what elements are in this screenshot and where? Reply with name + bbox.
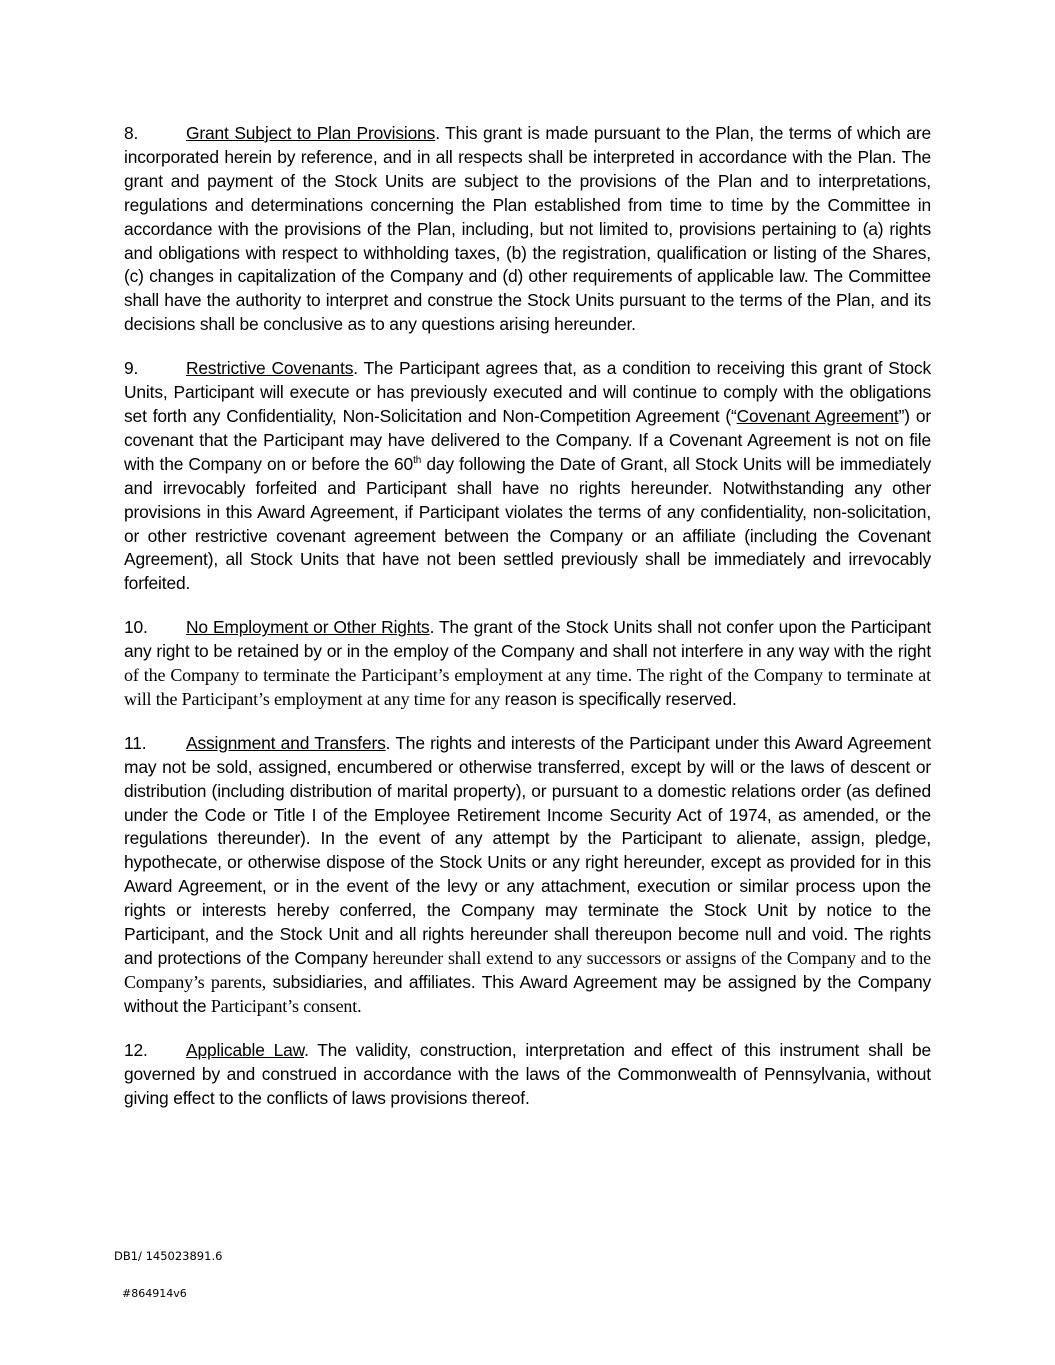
section-number: 12. xyxy=(124,1039,148,1060)
section-number: 9. xyxy=(124,358,139,379)
section-12 xyxy=(124,1039,931,1111)
section-text: . The Participant agrees that, as a condition to receiving this grant of Stock Units, Participant will execute or has previously executed and will continue to comply with the obligations set forth any Confidentiality, Non-Solicitation and Non-Competition Agreement (“ xyxy=(124,358,931,426)
section-heading: Grant Subject to Plan Provisions xyxy=(186,123,436,143)
footer-version: #864914v6 xyxy=(122,1287,187,1300)
section-text: Participant’s consent. xyxy=(206,995,362,1016)
section-text: . This grant is made pursuant to the Plan, the terms of which are incorporated herein by reference, and in all respects shall be interpreted in accordance with the Plan. The grant and payment of the Stock Units are subject to the provisions of the Plan and to interpretations, regulations and determinations concerning the Plan established from time to time by the Committee in accordance with the provisions of the Plan, including, but not limited to, provisions pertaining to (a) rights and obligations with respect to withholding taxes, (b) the registration, qualification or listing of the Shares, (c) changes in capitalization of the Company and (d) other requirements of applicable law. The Committee shall have the authority to interpret and construe the Stock Units pursuant to the terms of the Plan, and its decisions shall be conclusive as to any questions arising hereunder. xyxy=(124,123,931,335)
section-9 xyxy=(124,357,931,596)
section-10 xyxy=(124,616,931,712)
section-text: . The grant of the Stock Units shall not confer upon the Participant any right to be retained by or in the employ of the Company and shall not interfere in any way with the right xyxy=(124,617,932,662)
ordinal-superscript: th xyxy=(413,454,422,466)
section-text: reason is specifically reserved. xyxy=(499,688,737,709)
section-8 xyxy=(124,122,931,337)
section-text: ”) or covenant that the Participant may have delivered to the Company. If a Covenant Agreement is not on file with the Company on or before the 60 xyxy=(124,405,931,474)
footer-doc-id: DB1/ 145023891.6 xyxy=(114,1249,223,1263)
section-text: hereunder shall extend to any successors or assigns of the Company and to the Company’s parents, xyxy=(124,948,931,992)
section-text: subsidiaries, and affiliates. This Award Agreement may be assigned by the Company without the xyxy=(124,971,932,1016)
section-text: day following the Date of Grant, all Stock Units will be immediately and irrevocably forfeited and Participant shall have no rights hereunder. Notwithstanding any other provisions in this Award Agreement, if Participant violates the terms of any confidentiality, non-solicitation, or other restrictive covenant agreement between the Company or an affiliate (including the Covenant Agreement), all Stock Units that have not been settled previously shall be immediately and irrevocably forfeited. xyxy=(124,453,931,594)
document-body xyxy=(124,122,931,1130)
section-number: 8. xyxy=(124,123,139,143)
section-text: . The validity, construction, interpretation and effect of this instrument shall be governed by and construed in accordance with the laws of the Commonwealth of Pennsylvania, without giving effect to the conflicts of laws provisions thereof. xyxy=(124,1039,931,1108)
section-heading: Restrictive Covenants xyxy=(186,358,354,379)
section-heading: No Employment or Other Rights xyxy=(186,617,430,638)
defined-term: Covenant Agreement xyxy=(736,405,899,426)
section-heading: Assignment and Transfers xyxy=(186,732,386,753)
section-heading: Applicable Law xyxy=(186,1039,305,1060)
section-11 xyxy=(124,732,931,1019)
section-number: 11. xyxy=(124,732,147,753)
section-number: 10. xyxy=(124,617,148,638)
section-text: of the Company to terminate the Participant’s employment at any time. The right of the Company to terminate at will the Participant’s employment at any time for any xyxy=(124,665,931,709)
section-text: . The rights and interests of the Participant under this Award Agreement may not be sold, assigned, encumbered or otherwise transferred, except by will or the laws of descent or distribution (including distribution of marital property), or pursuant to a domestic relations order (as defined under the Code or Title I of the Employee Retirement Income Security Act of 1974, as amended, or the regulations thereunder). In the event of any attempt by the Participant to alienate, assign, pledge, hypothecate, or otherwise dispose of the Stock Units or any right hereunder, except as provided for in this Award Agreement, or in the event of the levy or any attachment, execution or similar process upon the rights or interests hereby conferred, the Company may terminate the Stock Unit by notice to the Participant, and the Stock Unit and all rights hereunder shall thereupon become null and void. The rights and protections of the Company xyxy=(124,732,932,968)
